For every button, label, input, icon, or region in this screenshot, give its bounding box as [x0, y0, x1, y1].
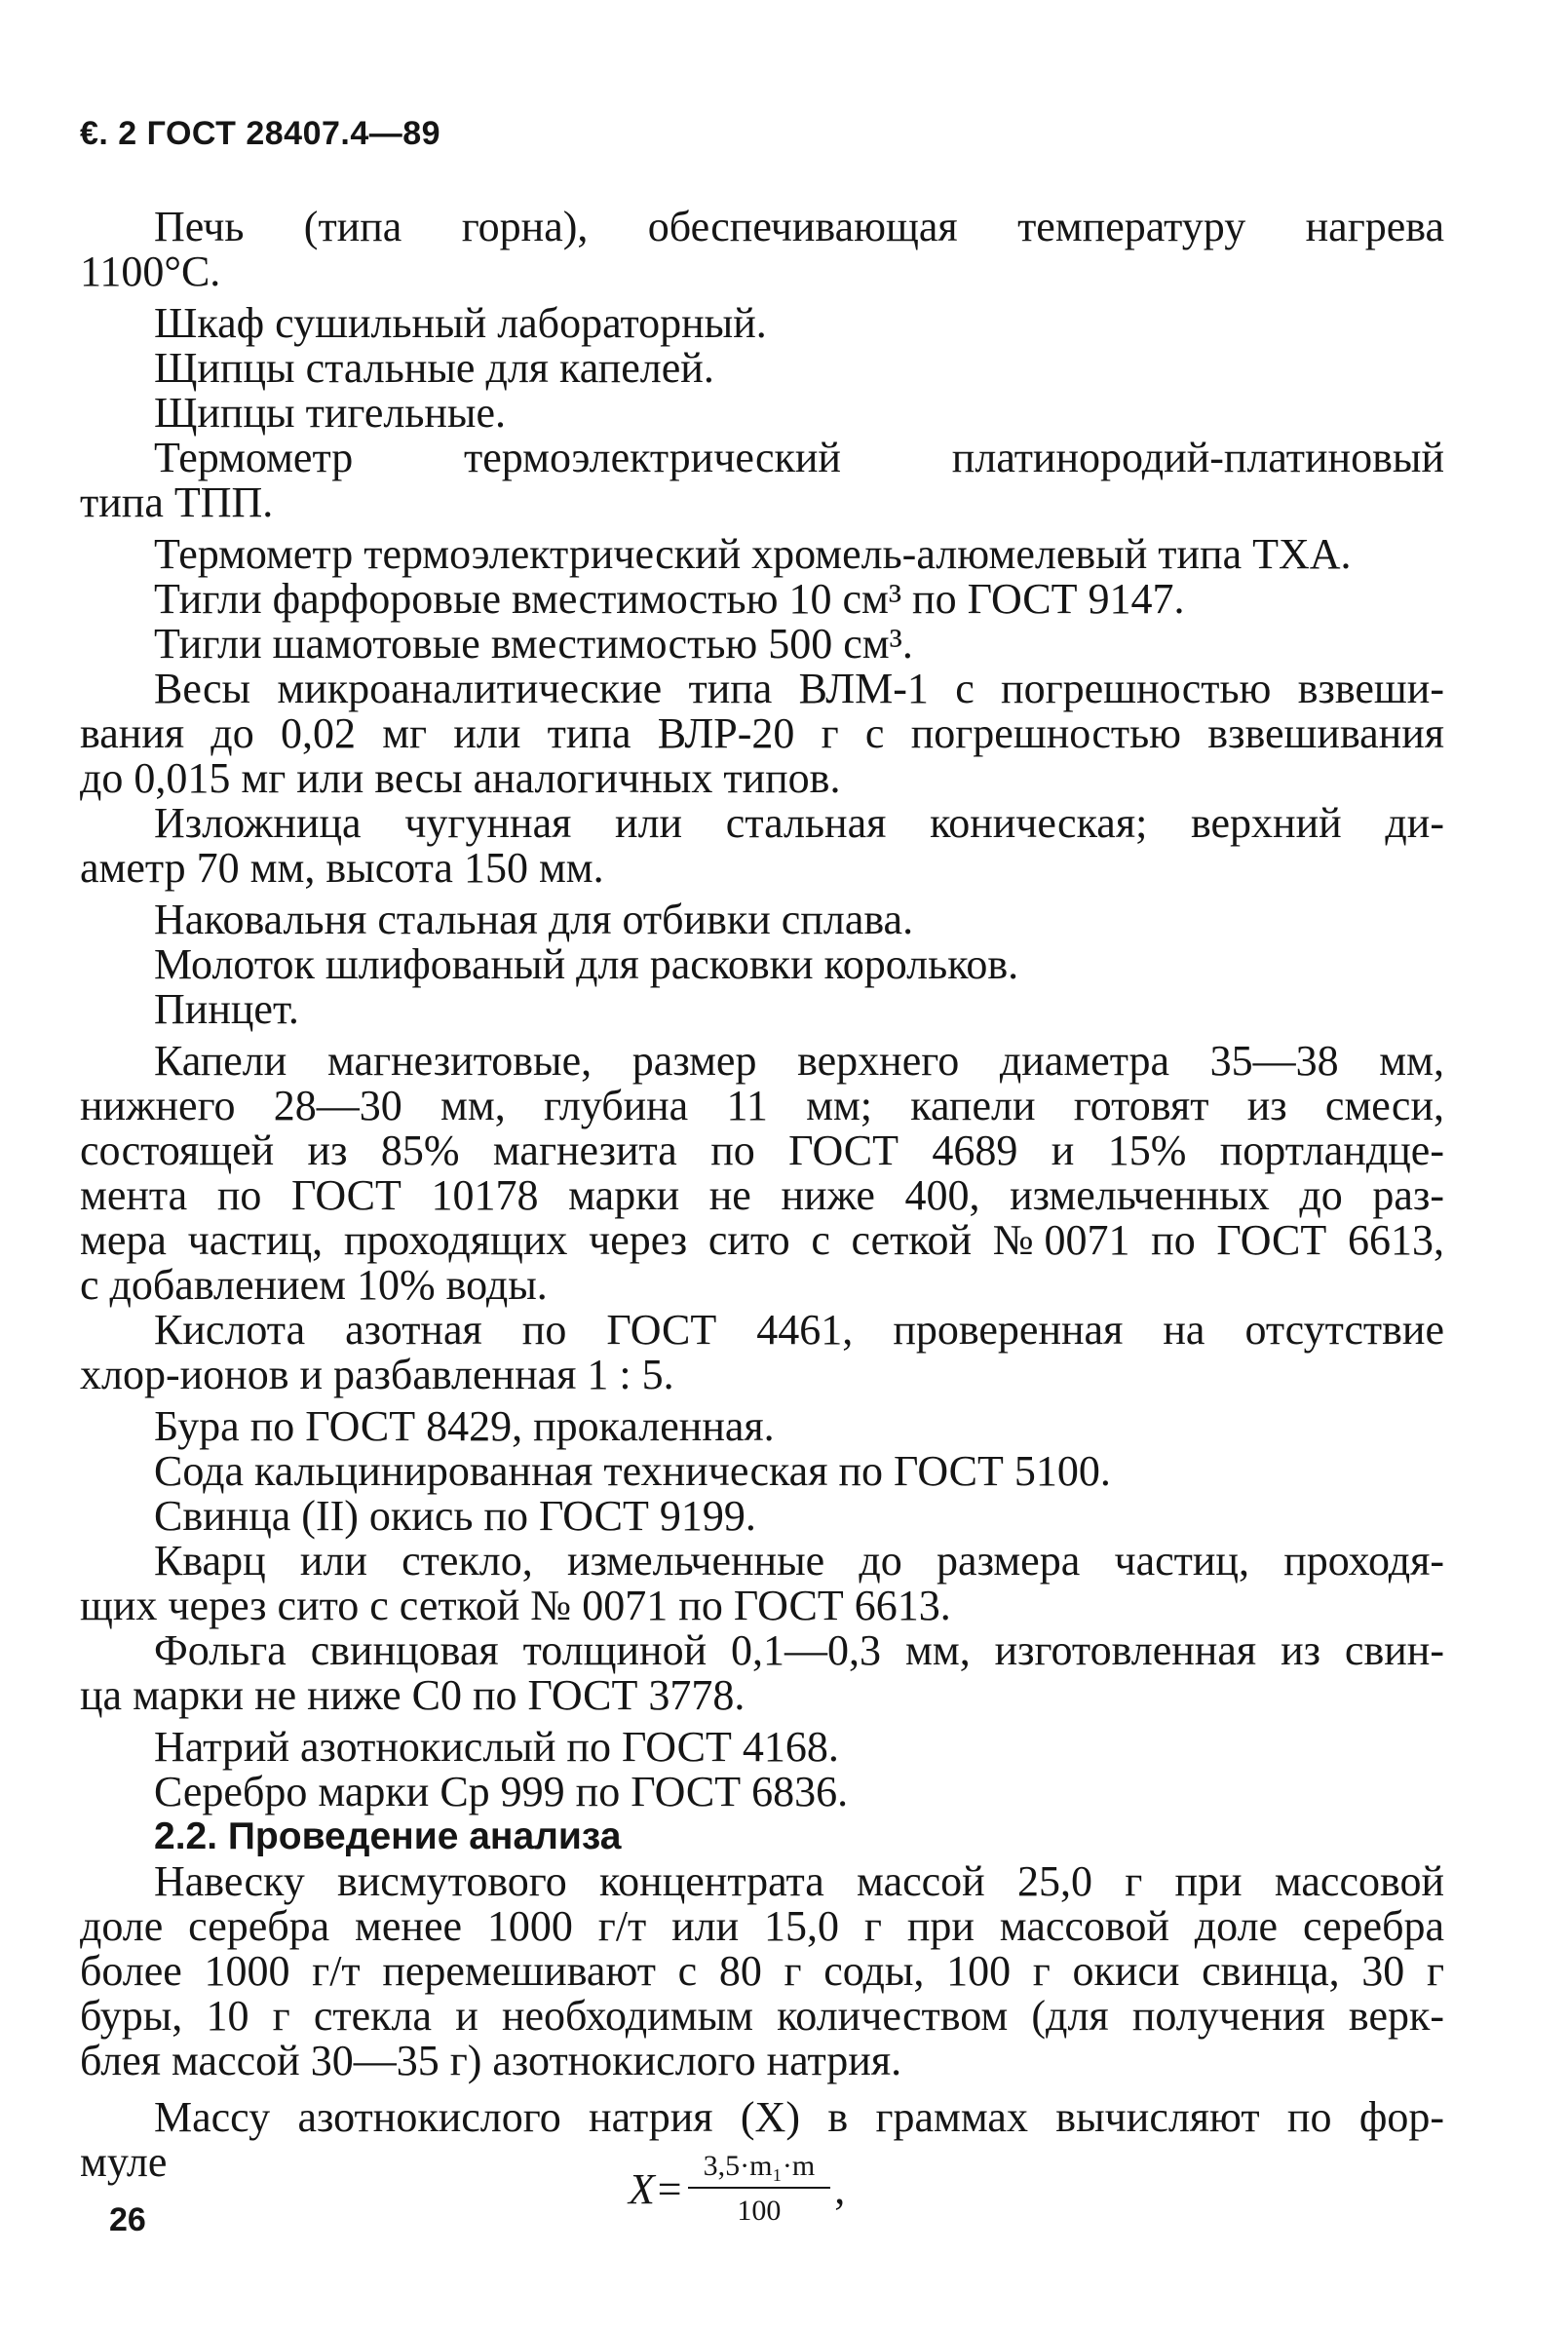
formula-trail: ,	[834, 2164, 846, 2213]
paragraph: Серебро марки Ср 999 по ГОСТ 6836.	[154, 1768, 849, 1815]
paragraph: Пинцет.	[154, 985, 299, 1033]
paragraph-line: Термометр термоэлектрический платинородий-платиновый	[154, 434, 1444, 481]
paragraph: Шкаф сушильный лабораторный.	[154, 299, 767, 347]
paragraph-line: аметр 70 мм, высота 150 мм.	[80, 844, 604, 892]
formula-fraction	[688, 2150, 831, 2228]
paragraph-line: типа ТПП.	[80, 478, 274, 526]
paragraph-line: Фольга свинцовая толщиной 0,1—0,3 мм, изготовленная из свин-	[154, 1626, 1444, 1674]
paragraph: Тигли фарфоровые вместимостью 10 см³ по ГОСТ 9147.	[154, 575, 1185, 623]
paragraph-line: хлор-ионов и разбавленная 1 : 5.	[80, 1351, 674, 1398]
paragraph-line: доле серебра менее 1000 г/т или 15,0 г при массовой доле серебра	[80, 1902, 1444, 1950]
paragraph: Бура по ГОСТ 8429, прокаленная.	[154, 1402, 775, 1450]
paragraph-line: вания до 0,02 мг или типа ВЛР-20 г с погрешностью взвешивания	[80, 709, 1444, 757]
page-header: €. 2 ГОСТ 28407.4—89	[80, 115, 441, 152]
paragraph-line: до 0,015 мг или весы аналогичных типов.	[80, 754, 841, 802]
paragraph: Термометр термоэлектрический хромель-алюмелевый типа ТХА.	[154, 530, 1352, 578]
paragraph-line: Печь (типа горна), обеспечивающая температуру нагрева	[154, 203, 1444, 250]
paragraph-line: щих через сито с сеткой № 0071 по ГОСТ 6613.	[80, 1582, 951, 1629]
page-number: 26	[109, 2201, 146, 2238]
formula	[629, 2150, 845, 2228]
paragraph-line: мента по ГОСТ 10178 марки не ниже 400, измельченных до раз-	[80, 1171, 1444, 1219]
paragraph-line: буры, 10 г стекла и необходимым количеством (для получения верк-	[80, 1992, 1444, 2040]
paragraph: Щипцы тигельные.	[154, 389, 507, 437]
paragraph-line: с добавлением 10% воды.	[80, 1261, 548, 1309]
paragraph-line: Массу азотнокислого натрия (X) в граммах вычисляют по фор-	[154, 2093, 1444, 2141]
paragraph: Свинца (II) окись по ГОСТ 9199.	[154, 1492, 756, 1540]
paragraph-line: нижнего 28—30 мм, глубина 11 мм; капели готовят из смеси,	[80, 1082, 1444, 1129]
formula-numerator: 3,5·m₁·m	[688, 2150, 831, 2189]
paragraph: Молоток шлифованый для расковки корольков.	[154, 940, 1019, 988]
paragraph: Натрий азотнокислый по ГОСТ 4168.	[154, 1723, 839, 1771]
formula-denominator: 100	[737, 2195, 782, 2227]
paragraph: Наковальня стальная для отбивки сплава.	[154, 896, 914, 943]
section-heading: 2.2. Проведение анализа	[154, 1815, 622, 1857]
paragraph-line: Кислота азотная по ГОСТ 4461, проверенная на отсутствие	[154, 1306, 1444, 1354]
paragraph-line: 1100°С.	[80, 248, 221, 295]
formula-lhs: X=	[629, 2164, 684, 2213]
paragraph-line: Кварц или стекло, измельченные до размера частиц, проходя-	[154, 1537, 1444, 1585]
paragraph-line: мера частиц, проходящих через сито с сеткой №0071 по ГОСТ 6613,	[80, 1216, 1444, 1264]
paragraph-line: более 1000 г/т перемешивают с 80 г соды, 100 г окиси свинца, 30 г	[80, 1947, 1444, 1995]
paragraph-line: Навеску висмутового концентрата массой 25,0 г при массовой	[154, 1857, 1444, 1905]
document-body	[80, 205, 1444, 2185]
paragraph: Щипцы стальные для капелей.	[154, 344, 714, 392]
paragraph-line: ца марки не ниже С0 по ГОСТ 3778.	[80, 1671, 746, 1719]
paragraph: Тигли шамотовые вместимостью 500 см³.	[154, 620, 913, 668]
paragraph-line: Весы микроаналитические типа ВЛМ-1 с погрешностью взвеши-	[154, 665, 1444, 712]
paragraph-line: муле	[80, 2138, 168, 2186]
paragraph-line: Изложница чугунная или стальная коническая; верхний ди-	[154, 799, 1444, 847]
paragraph: Сода кальцинированная техническая по ГОСТ 5100.	[154, 1447, 1111, 1495]
paragraph-line: Капели магнезитовые, размер верхнего диаметра 35—38 мм,	[154, 1037, 1444, 1085]
paragraph-line: состоящей из 85% магнезита по ГОСТ 4689 и 15% портландце-	[80, 1127, 1444, 1174]
paragraph-line: блея массой 30—35 г) азотнокислого натрия.	[80, 2037, 902, 2084]
